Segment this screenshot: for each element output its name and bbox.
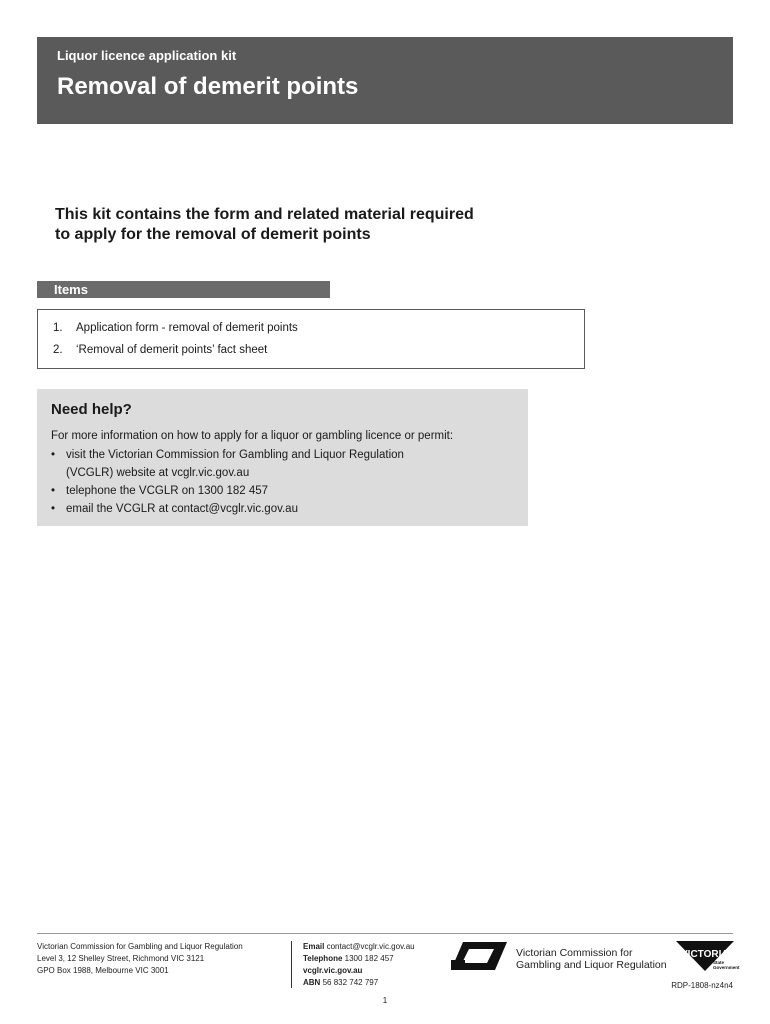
intro-line-1: This kit contains the form and related material required: [55, 206, 474, 223]
header-kicker: Liquor licence application kit: [57, 48, 237, 63]
bullet-icon: •: [51, 485, 56, 497]
logo-text-line: Victorian Commission for: [516, 947, 633, 959]
help-item-text: (VCGLR) website at vcglr.vic.gov.au: [66, 467, 250, 479]
help-item-text: email the VCGLR at contact@vcglr.vic.gov.au: [66, 503, 298, 515]
footer-address: [37, 941, 243, 977]
footer-address-line: Level 3, 12 Shelley Street, Richmond VIC 3121: [37, 954, 205, 963]
vcglr-logo-icon: [449, 940, 509, 972]
intro-text: [55, 205, 575, 245]
telephone-label: Telephone: [303, 954, 343, 963]
page-title: Removal of demerit points: [57, 73, 359, 100]
footer-divider-line: [37, 933, 733, 934]
list-item-number: 2.: [53, 344, 63, 356]
footer-website: [303, 965, 415, 977]
help-item-text: telephone the VCGLR on 1300 182 457: [66, 485, 269, 497]
footer-email: [303, 941, 415, 953]
help-list-item: [51, 500, 486, 518]
intro-line-2: to apply for the removal of demerit points: [55, 226, 371, 243]
help-item-text: visit the Victorian Commission for Gambling and Liquor Regulation: [66, 449, 404, 461]
vcglr-logo-text: [516, 947, 667, 971]
document-code: RDP-1808-nz4n4: [671, 981, 733, 990]
victoria-logo-subtext: [713, 960, 740, 970]
help-intro: For more information on how to apply for a liquor or gambling licence or permit:: [51, 430, 454, 442]
email-value: contact@vcglr.vic.gov.au: [326, 942, 415, 951]
list-item-number: 1.: [53, 322, 63, 334]
footer-abn: [303, 977, 415, 989]
abn-value: 56 832 742 797: [322, 978, 379, 987]
bullet-icon: •: [51, 449, 56, 461]
vic-sub-line: State: [713, 960, 725, 965]
vic-sub-line: Government: [713, 965, 740, 970]
list-item: [53, 343, 267, 357]
list-item: [53, 321, 298, 335]
bullet-icon: •: [51, 503, 56, 515]
email-label: Email: [303, 942, 325, 951]
footer-contact: [303, 941, 415, 989]
items-heading: Items: [37, 281, 330, 298]
footer-address-line: GPO Box 1988, Melbourne VIC 3001: [37, 966, 169, 975]
footer-column-divider: [291, 941, 292, 988]
list-item-text: ‘Removal of demerit points’ fact sheet: [76, 344, 268, 356]
header-banner: [37, 37, 733, 124]
help-list-item: [51, 482, 486, 500]
telephone-value: 1300 182 457: [344, 954, 394, 963]
footer-org-name: Victorian Commission for Gambling and Liquor Regulation: [37, 942, 243, 951]
website-text: vcglr.vic.gov.au: [303, 966, 363, 975]
help-box: [37, 389, 528, 526]
footer-telephone: [303, 953, 415, 965]
page-number: 1: [382, 996, 388, 1005]
abn-label: ABN: [303, 978, 321, 987]
help-list: [51, 446, 486, 518]
help-list-item: [51, 446, 486, 482]
logo-text-line: Gambling and Liquor Regulation: [516, 959, 667, 971]
victoria-logo-text: VICTORIA: [681, 949, 729, 960]
help-title: Need help?: [51, 401, 132, 418]
items-box: [37, 309, 585, 369]
list-item-text: Application form - removal of demerit points: [76, 322, 298, 334]
